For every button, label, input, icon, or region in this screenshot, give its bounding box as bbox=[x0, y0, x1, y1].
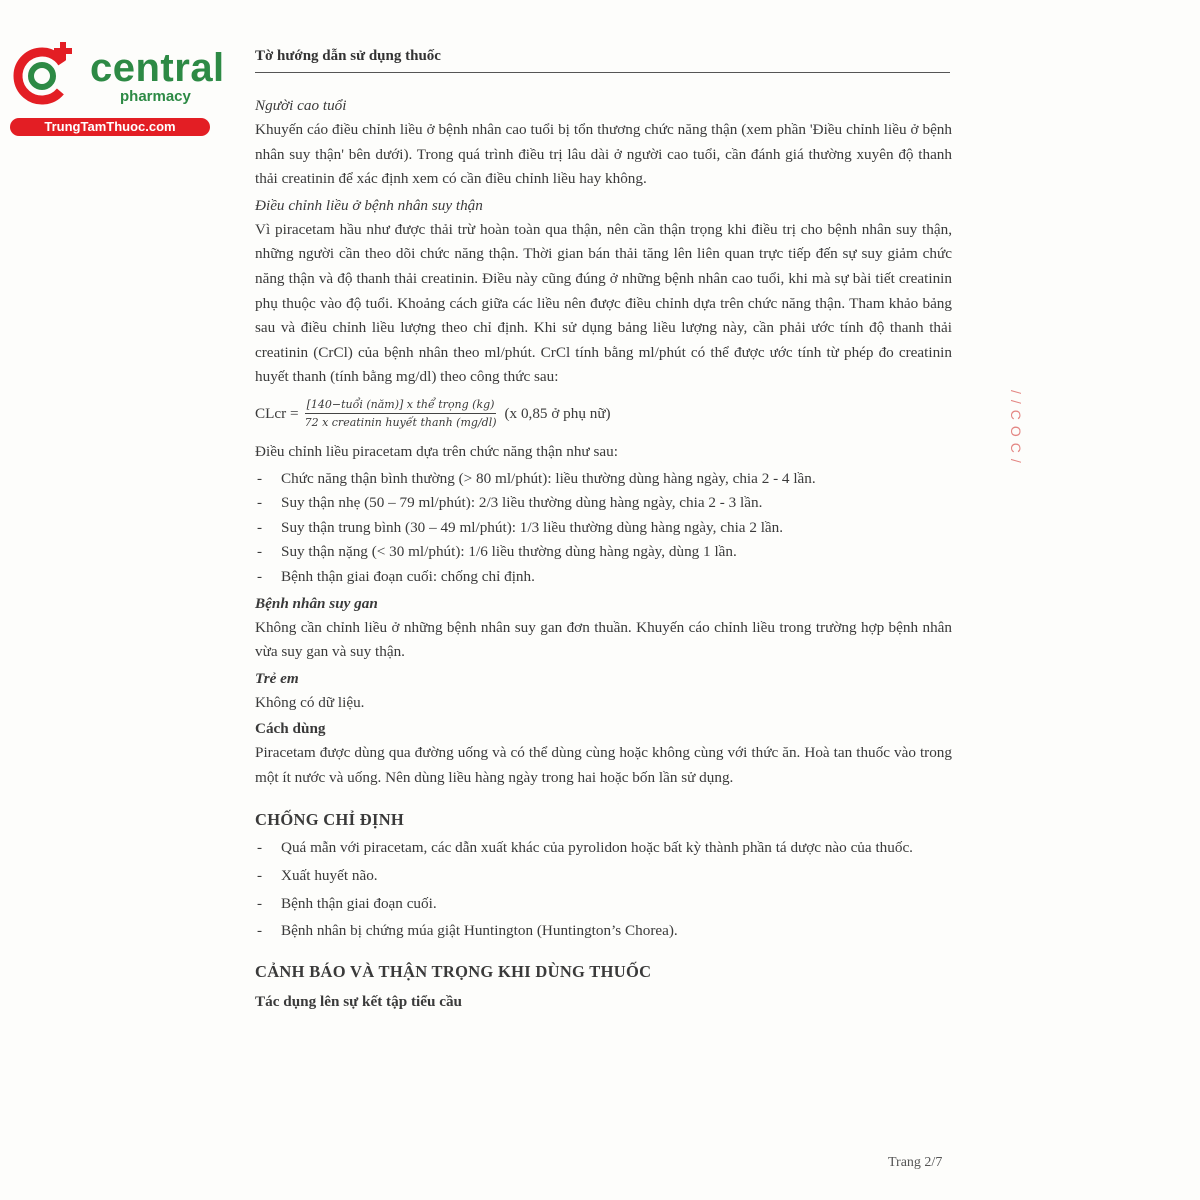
formula-fraction bbox=[303, 398, 499, 429]
brand-logo bbox=[10, 38, 225, 138]
paragraph-children: Không có dữ liệu. bbox=[255, 693, 365, 711]
list-item: - Bệnh nhân bị chứng múa giật Huntington (Huntington’s Chorea). bbox=[255, 919, 952, 944]
renal-intro: Điều chỉnh liều piracetam dựa trên chức năng thận như sau: bbox=[255, 442, 618, 460]
document-body bbox=[255, 94, 952, 1014]
paragraph-elderly: Khuyến cáo điều chỉnh liều ở bệnh nhân cao tuổi bị tổn thương chức năng thận (xem phần 'Điều chỉnh liều ở bệnh nhân suy thận' bên dưới). Trong quá trình điều trị lâu dài ở người cao tuổi, cần đánh giá thường xuyên độ thanh thải creatinin để xác định xem có cần điều chỉnh liều hay không. bbox=[255, 121, 952, 188]
section-heading-hepatic: Bệnh nhân suy gan bbox=[255, 594, 378, 612]
list-item: - Suy thận trung bình (30 – 49 ml/phút): 1/3 liều thường dùng hàng ngày, chia 2 lần. bbox=[255, 516, 952, 541]
formula-denominator: 72 x creatinin huyết thanh (mg/dl) bbox=[304, 416, 497, 430]
crcl-formula bbox=[255, 394, 952, 434]
margin-stamp: //COC/ bbox=[1008, 390, 1024, 469]
list-item: - Quá mẫn với piracetam, các dẫn xuất khác của pyrolidon hoặc bất kỳ thành phần tá dược nào của thuốc. bbox=[255, 836, 952, 861]
page-number: Trang 2/7 bbox=[888, 1155, 943, 1170]
list-item: - Bệnh thận giai đoạn cuối. bbox=[255, 892, 952, 917]
section-heading-elderly: Người cao tuổi bbox=[255, 97, 347, 114]
paragraph-renal: Vì piracetam hầu như được thải trừ hoàn toàn qua thận, nên cần thận trọng khi điều trị cho bệnh nhân suy thận, những người cần theo dõi chức năng thận. Thời gian bán thải tăng lên liên quan trực tiếp đến sự suy giảm chức năng thận và độ thanh thải creatinin. Điều này cũng đúng ở những bệnh nhân cao tuổi, khi mà sự bài tiết creatinin phụ thuộc vào độ tuổi. Khoảng cách giữa các liều nên được điều chỉnh dựa trên chức năng thận. Tham khảo bảng sau và điều chỉnh liều lượng theo chỉ định. Khi sử dụng bảng liều lượng này, cần phải ước tính độ thanh thải creatinin (CrCl) của bệnh nhân theo ml/phút. CrCl tính bằng ml/phút có thể được ước tính từ phép đo creatinin huyết thanh (tính bằng mg/dl) theo công thức sau: bbox=[255, 220, 952, 386]
list-item: - Suy thận nặng (< 30 ml/phút): 1/6 liều thường dùng hàng ngày, dùng 1 lần. bbox=[255, 540, 952, 565]
paragraph-usage: Piracetam được dùng qua đường uống và có thể dùng cùng hoặc không cùng với thức ăn. Hoà tan thuốc vào trong một ít nước và uống. Nên dùng liều hàng ngày trong hai hoặc bốn lần sử dụng. bbox=[255, 744, 952, 786]
pharmacy-cross-icon bbox=[10, 38, 80, 108]
formula-lhs: CLcr = bbox=[255, 404, 299, 422]
section-heading-warnings: CẢNH BÁO VÀ THẬN TRỌNG KHI DÙNG THUỐC bbox=[255, 961, 652, 981]
formula-suffix: (x 0,85 ở phụ nữ) bbox=[504, 404, 611, 422]
formula-numerator: [140−tuổi (năm)] x thể trọng (kg) bbox=[305, 398, 497, 414]
section-heading-renal: Điều chỉnh liều ở bệnh nhân suy thận bbox=[255, 196, 483, 214]
brand-subtitle: pharmacy bbox=[120, 88, 191, 105]
subheading-platelet: Tác dụng lên sự kết tập tiểu cầu bbox=[255, 992, 462, 1010]
page-header: Tờ hướng dẫn sử dụng thuốc bbox=[255, 48, 950, 73]
list-item: - Bệnh thận giai đoạn cuối: chống chỉ định. bbox=[255, 565, 952, 590]
brand-url: TrungTamThuoc.com bbox=[10, 118, 210, 136]
paragraph-hepatic: Không cần chỉnh liều ở những bệnh nhân suy gan đơn thuần. Khuyến cáo chỉnh liều trong trường hợp bệnh nhân vừa suy gan và suy thận. bbox=[255, 618, 952, 661]
list-item: - Chức năng thận bình thường (> 80 ml/phút): liều thường dùng hàng ngày, chia 2 - 4 lần. bbox=[255, 467, 952, 492]
section-heading-usage: Cách dùng bbox=[255, 720, 326, 738]
renal-dose-list bbox=[255, 467, 952, 590]
contraindication-list bbox=[255, 836, 952, 943]
section-heading-contraindications: CHỐNG CHỈ ĐỊNH bbox=[255, 810, 405, 830]
list-item: - Suy thận nhẹ (50 – 79 ml/phút): 2/3 liều thường dùng hàng ngày, chia 2 - 3 lần. bbox=[255, 491, 952, 516]
brand-name: central bbox=[90, 46, 225, 90]
section-heading-children: Trẻ em bbox=[255, 669, 299, 687]
list-item: - Xuất huyết não. bbox=[255, 864, 952, 889]
